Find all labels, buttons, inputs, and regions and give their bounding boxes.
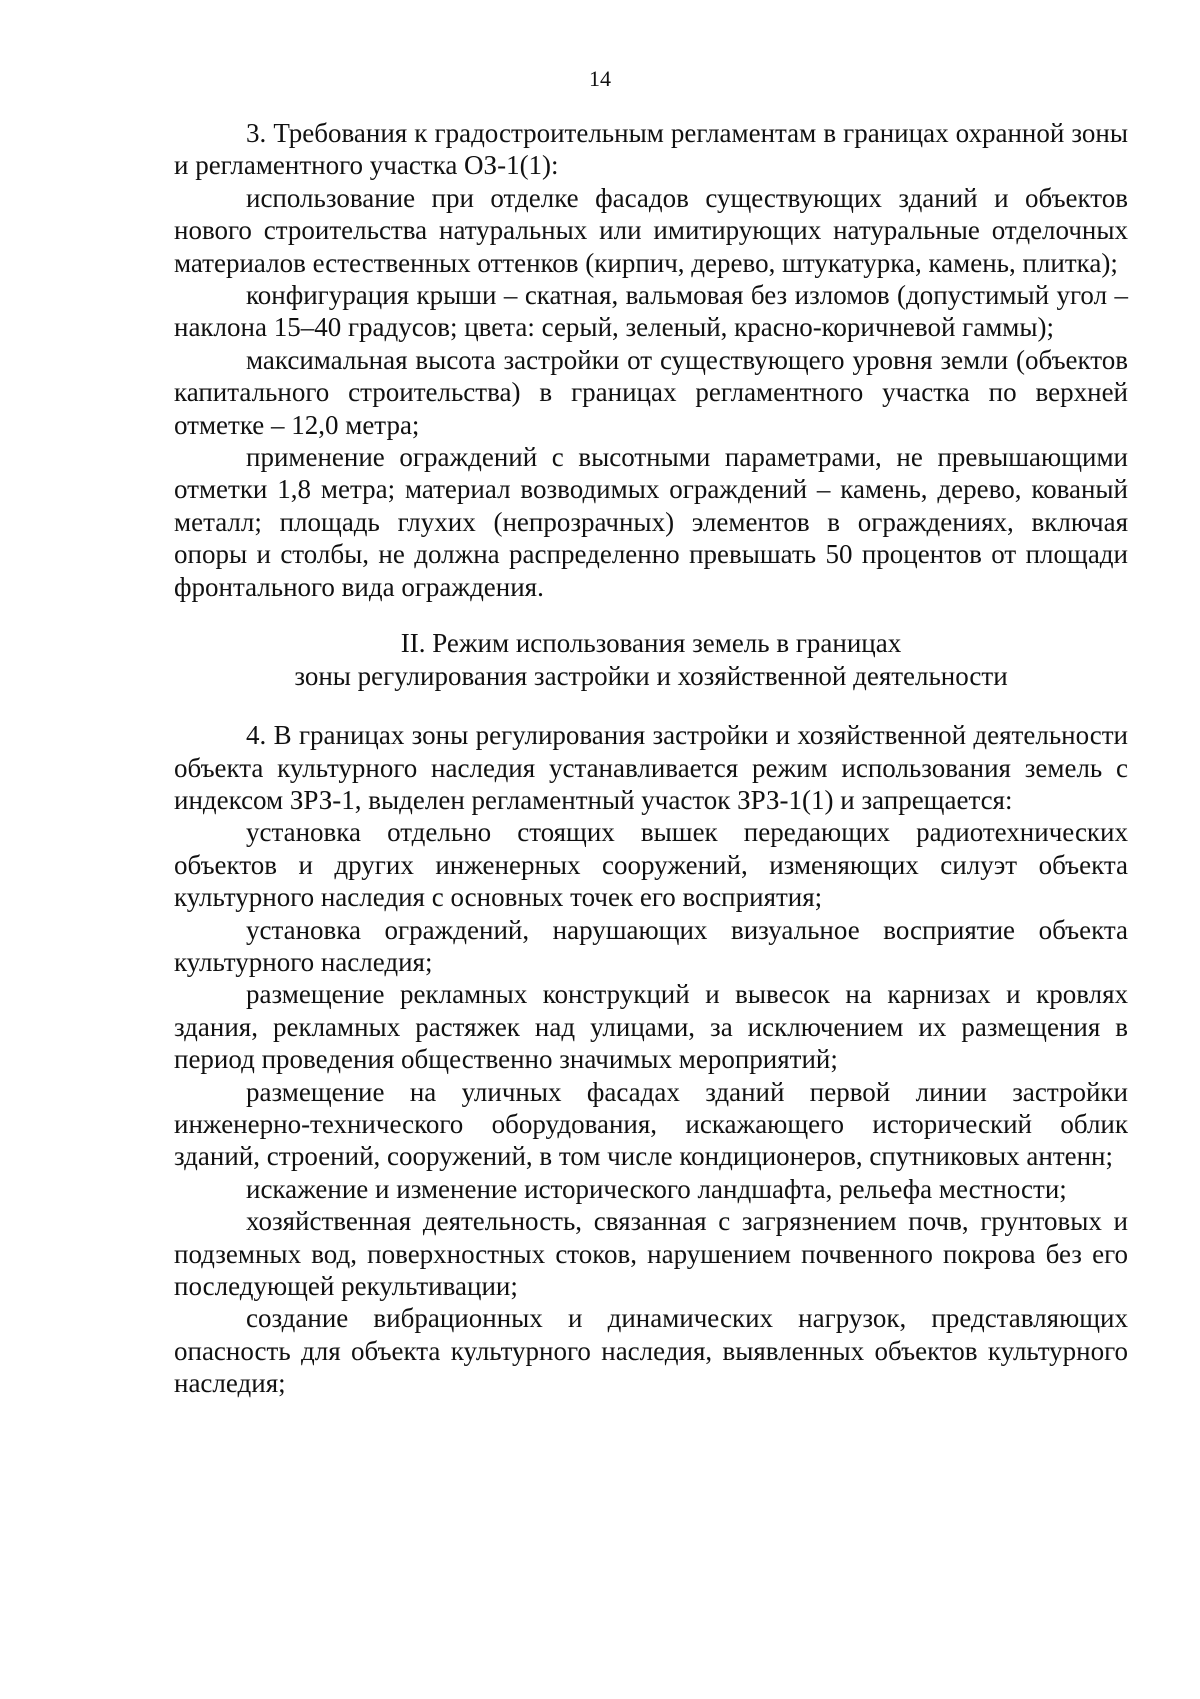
section-heading bbox=[174, 627, 1128, 693]
document-body bbox=[174, 117, 1128, 1400]
section-4-item-fences: установка ограждений, нарушающих визуальное восприятие объекта культурного наследия; bbox=[174, 914, 1128, 977]
page-number: 14 bbox=[589, 66, 611, 91]
section-3-item-facade-materials: использование при отделке фасадов существующих зданий и объектов нового строительства натуральных или имитирующих натуральные отделочных материалов естественных оттенков (кирпич, дерево, штукатурка, камень, плитка); bbox=[174, 182, 1128, 278]
section-3-item-fences: применение ограждений с высотными параметрами, не превышающими отметки 1,8 метра; материал возводимых ограждений – камень, дерево, кованый металл; площадь глухих (непрозрачных) элементов в ограждениях, включая опоры и столбы, не должна распределенно превышать 50 процентов от площади фронтального вида ограждения. bbox=[174, 442, 1128, 602]
section-heading-line-1: II. Режим использования земель в границах bbox=[400, 628, 902, 659]
section-4-item-equipment: размещение на уличных фасадах зданий первой линии застройки инженерно-технического оборудования, искажающего исторический облик зданий, строений, сооружений, в том числе кондиционеров, спутниковых антенн; bbox=[174, 1076, 1128, 1172]
section-3-title: 3. Требования к градостроительным регламентам в границах охранной зоны и регламентного участка ОЗ-1(1): bbox=[174, 118, 1128, 181]
section-3-item-roof-configuration: конфигурация крыши – скатная, вальмовая без изломов (допустимый угол – наклона 15–40 градусов; цвета: серый, зеленый, красно-коричневой гаммы); bbox=[174, 280, 1128, 343]
section-3-item-max-height: максимальная высота застройки от существующего уровня земли (объектов капитального строительства) в границах регламентного участка по верхней отметке – 12,0 метра; bbox=[174, 344, 1128, 440]
section-4-item-landscape: искажение и изменение исторического ландшафта, рельефа местности; bbox=[246, 1173, 1067, 1204]
section-4-item-towers: установка отдельно стоящих вышек передающих радиотехнических объектов и других инженерных сооружений, изменяющих силуэт объекта культурного наследия с основных точек его восприятия; bbox=[174, 817, 1128, 913]
section-4-intro: 4. В границах зоны регулирования застройки и хозяйственной деятельности объекта культурного наследия устанавливается режим использования земель с индексом ЗРЗ-1, выделен регламентный участок ЗРЗ-1(1) и запрещается: bbox=[174, 720, 1128, 815]
section-heading-line-2: зоны регулирования застройки и хозяйственной деятельности bbox=[294, 661, 1008, 692]
section-4-item-vibration: создание вибрационных и динамических нагрузок, представляющих опасность для объекта культурного наследия, выявленных объектов культурного наследия; bbox=[174, 1303, 1128, 1399]
section-4-item-advertising: размещение рекламных конструкций и вывесок на карнизах и кровлях здания, рекламных растяжек над улицами, за исключением их размещения в период проведения общественно значимых мероприятий; bbox=[174, 979, 1128, 1075]
section-4-item-pollution: хозяйственная деятельность, связанная с загрязнением почв, грунтовых и подземных вод, поверхностных стоков, нарушением почвенного покрова без его последующей рекультивации; bbox=[174, 1206, 1128, 1301]
